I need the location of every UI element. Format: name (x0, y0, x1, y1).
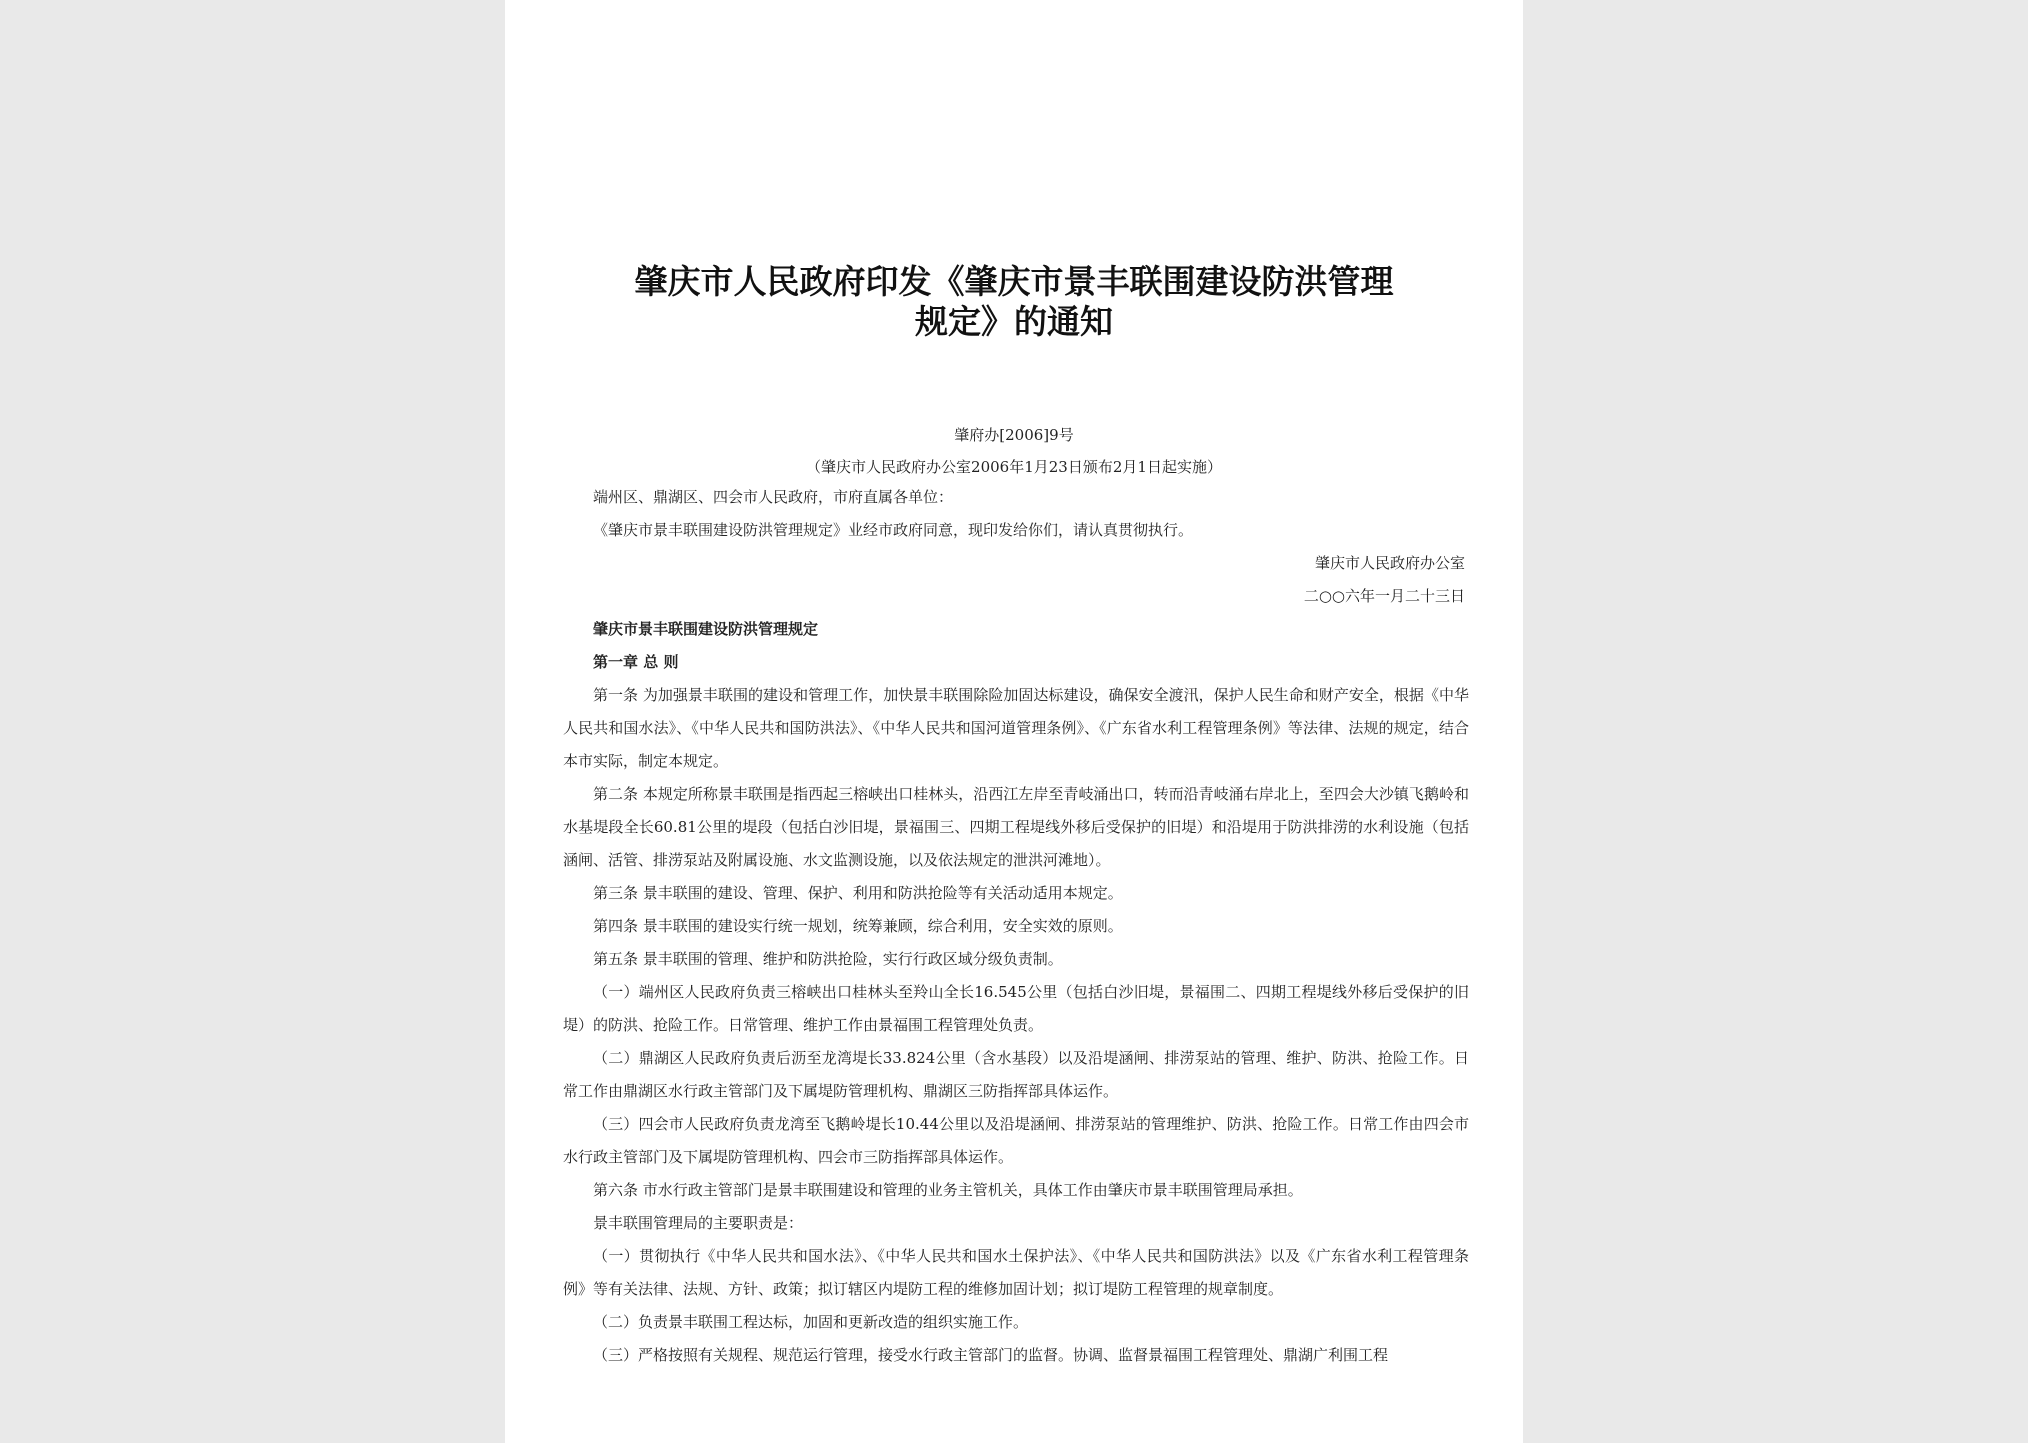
regulation-title: 肇庆市景丰联围建设防洪管理规定 (593, 620, 819, 638)
issue-date: 二○○六年一月二十三日 (1303, 587, 1465, 605)
document-title (505, 262, 1523, 342)
clause-paragraph: （二）鼎湖区人民政府负责后沥至龙湾堤长33.824公里（含水基段）以及沿堤涵闸、排涝泵站的管理、维护、防洪、抢险工作。日常工作由鼎湖区水行政主管部门及下属堤防管理机构、鼎湖区三防指挥部具体运作。 (563, 1049, 1469, 1100)
title-line-2: 规定》的通知 (915, 302, 1113, 341)
title-line-1: 肇庆市人民政府印发《肇庆市景丰联围建设防洪管理 (634, 262, 1394, 301)
doc-number: 肇府办[2006]9号 (954, 426, 1074, 444)
article-paragraph: 第五条 景丰联围的管理、维护和防洪抢险，实行行政区域分级负责制。 (593, 950, 1063, 968)
document-body (563, 481, 1469, 1372)
article-paragraph: 第二条 本规定所称景丰联围是指西起三榕峡出口桂林头，沿西江左岸至青岐涌出口，转而沿青岐涌右岸北上，至四会大沙镇飞鹅岭和水基堤段全长60.81公里的堤段（包括白沙旧堤，景福围三、四期工程堤线外移后受保护的旧堤）和沿堤用于防洪排涝的水利设施（包括涵闸、活管、排涝泵站及附属设施、水文监测设施，以及依法规定的泄洪河滩地）。 (563, 785, 1469, 869)
intro-paragraph: 《肇庆市景丰联围建设防洪管理规定》业经市政府同意，现印发给你们，请认真贯彻执行。 (593, 521, 1194, 539)
article-paragraph: 第一条 为加强景丰联围的建设和管理工作，加快景丰联围除险加固达标建设，确保安全渡汛，保护人民生命和财产安全，根据《中华人民共和国水法》、《中华人民共和国防洪法》、《中华人民共和国河道管理条例》、《广东省水利工程管理条例》等法律、法规的规定，结合本市实际，制定本规定。 (563, 686, 1469, 770)
clause-paragraph: （三）四会市人民政府负责龙湾至飞鹅岭堤长10.44公里以及沿堤涵闸、排涝泵站的管理维护、防洪、抢险工作。日常工作由四会市水行政主管部门及下属堤防管理机构、四会市三防指挥部具体运作。 (563, 1115, 1469, 1166)
clause-paragraph: （二）负责景丰联围工程达标，加固和更新改造的组织实施工作。 (593, 1313, 1029, 1331)
article-paragraph: 第三条 景丰联围的建设、管理、保护、利用和防洪抢险等有关活动适用本规定。 (593, 884, 1123, 902)
clause-paragraph: （一）端州区人民政府负责三榕峡出口桂林头至羚山全长16.545公里（包括白沙旧堤，景福围二、四期工程堤线外移后受保护的旧堤）的防洪、抢险工作。日常管理、维护工作由景福围工程管理处负责。 (563, 983, 1469, 1034)
recipients-line: 端州区、鼎湖区、四会市人民政府，市府直属各单位： (593, 488, 954, 506)
document-page (505, 0, 1523, 1443)
clause-paragraph: （三）严格按照有关规程、规范运行管理，接受水行政主管部门的监督。协调、监督景福围工程管理处、鼎湖广利围工程 (593, 1346, 1389, 1364)
article-paragraph: 第四条 景丰联围的建设实行统一规划，统筹兼顾，综合利用，安全实效的原则。 (593, 917, 1123, 935)
clause-paragraph: （一）贯彻执行《中华人民共和国水法》、《中华人民共和国水土保护法》、《中华人民共和国防洪法》以及《广东省水利工程管理条例》等有关法律、法规、方针、政策；拟订辖区内堤防工程的维修加固计划；拟订堤防工程管理的规章制度。 (563, 1247, 1469, 1298)
chapter-heading: 第一章 总 则 (593, 653, 679, 671)
article-paragraph: 第六条 市水行政主管部门是景丰联围建设和管理的业务主管机关，具体工作由肇庆市景丰联围管理局承担。 (593, 1181, 1303, 1199)
article-paragraph: 景丰联围管理局的主要职责是： (593, 1214, 804, 1232)
issue-note: （肇庆市人民政府办公室2006年1月23日颁布2月1日起实施） (806, 458, 1222, 476)
issuer-signature: 肇庆市人民政府办公室 (1314, 554, 1465, 572)
